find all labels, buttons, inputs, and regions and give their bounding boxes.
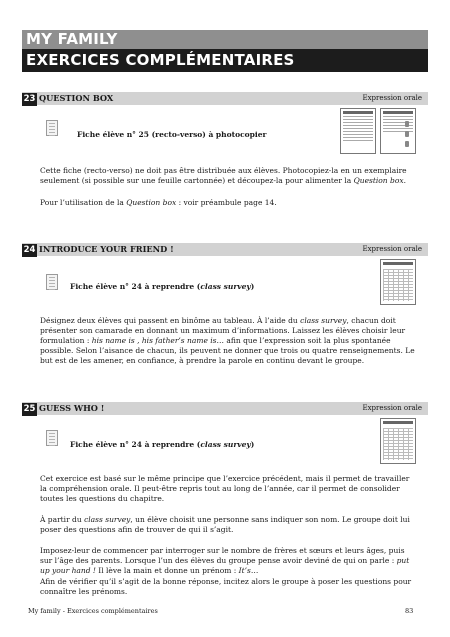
section-kind: Expression orale [362,404,422,412]
worksheet-icon [46,120,58,136]
worksheet-thumbnail-verso [380,108,416,154]
section-title: INTRODUCE YOUR FRIEND ! [39,244,174,254]
section-number: 23 [23,94,36,104]
section-kind: Expression orale [362,94,422,102]
section-kind: Expression orale [362,245,422,253]
section-23-paragraph: Cette fiche (recto-verso) ne doit pas être distribuée aux élèves. Photocopiez-la en un exemplaire seulement (si possible sur une feuille cartonnée) et découpez-la pour alimenter la Question box. [40,166,407,185]
class-survey-thumbnail [380,259,416,305]
fiche-reference: Fiche élève n° 25 (recto-verso) à photocopier [77,130,267,139]
section-24-paragraph: Désignez deux élèves qui passent en binôme au tableau. À l’aide du class survey, chacun doit présenter son camarade en donnant un maximum d’informations. Laissez les élèves choisir leur formulation : his name is , his father’s name is… afin que l’expression soit la plus spontanée possible. Selon l’aisance de chacun, ils peuvent ne donner que trois ou quatre renseignements. Le but est de les amener, en confiance, à prendre la parole en continu devant le groupe. [40,316,415,365]
section-23-bar [22,92,428,105]
section-number: 25 [23,404,36,414]
section-25-bar [22,402,428,415]
section-title: QUESTION BOX [39,93,114,103]
page-number: 83 [405,607,414,615]
section-25-paragraph: Cet exercice est basé sur le même principe que l’exercice précédent, mais il permet de travailler la compréhension orale. Il peut-être repris tout au long de l’année, car il permet de consolider toutes les questions du chapitre. [40,474,410,503]
fiche-reference: Fiche élève n° 24 à reprendre (class survey) [70,440,255,449]
worksheet-thumbnail-recto [340,108,376,154]
worksheet-icon [46,430,58,446]
section-25-paragraph: Afin de vérifier qu’il s’agit de la bonne réponse, incitez alors le groupe à poser les questions pour connaître les prénoms. [40,577,412,596]
section-number: 24 [23,245,36,255]
chapter-header [22,30,428,72]
section-24-bar [22,243,428,256]
section-23-paragraph: Pour l’utilisation de la Question box : voir préambule page 14. [40,198,277,207]
section-title: GUESS WHO ! [39,403,105,413]
chapter-title: MY FAMILY [22,30,428,49]
section-25-paragraph: À partir du class survey, un élève choisit une personne sans indiquer son nom. Le groupe doit lui poser des questions afin de trouver de qui il s’agit. [40,515,410,534]
chapter-subtitle: EXERCICES COMPLÉMENTAIRES [22,49,428,72]
class-survey-thumbnail [380,418,416,464]
worksheet-icon [46,274,58,290]
fiche-reference: Fiche élève n° 24 à reprendre (class survey) [70,282,255,291]
footer-text: My family - Exercices complémentaires [28,607,158,615]
section-25-paragraph: Imposez-leur de commencer par interroger sur le nombre de frères et sœurs et leurs âges, puis sur l’âge des parents. Lorsque l’un des élèves du groupe pense avoir deviné de qui on parle : put up your hand ! Il lève la main et donne un prénom : It’s… [40,546,410,575]
